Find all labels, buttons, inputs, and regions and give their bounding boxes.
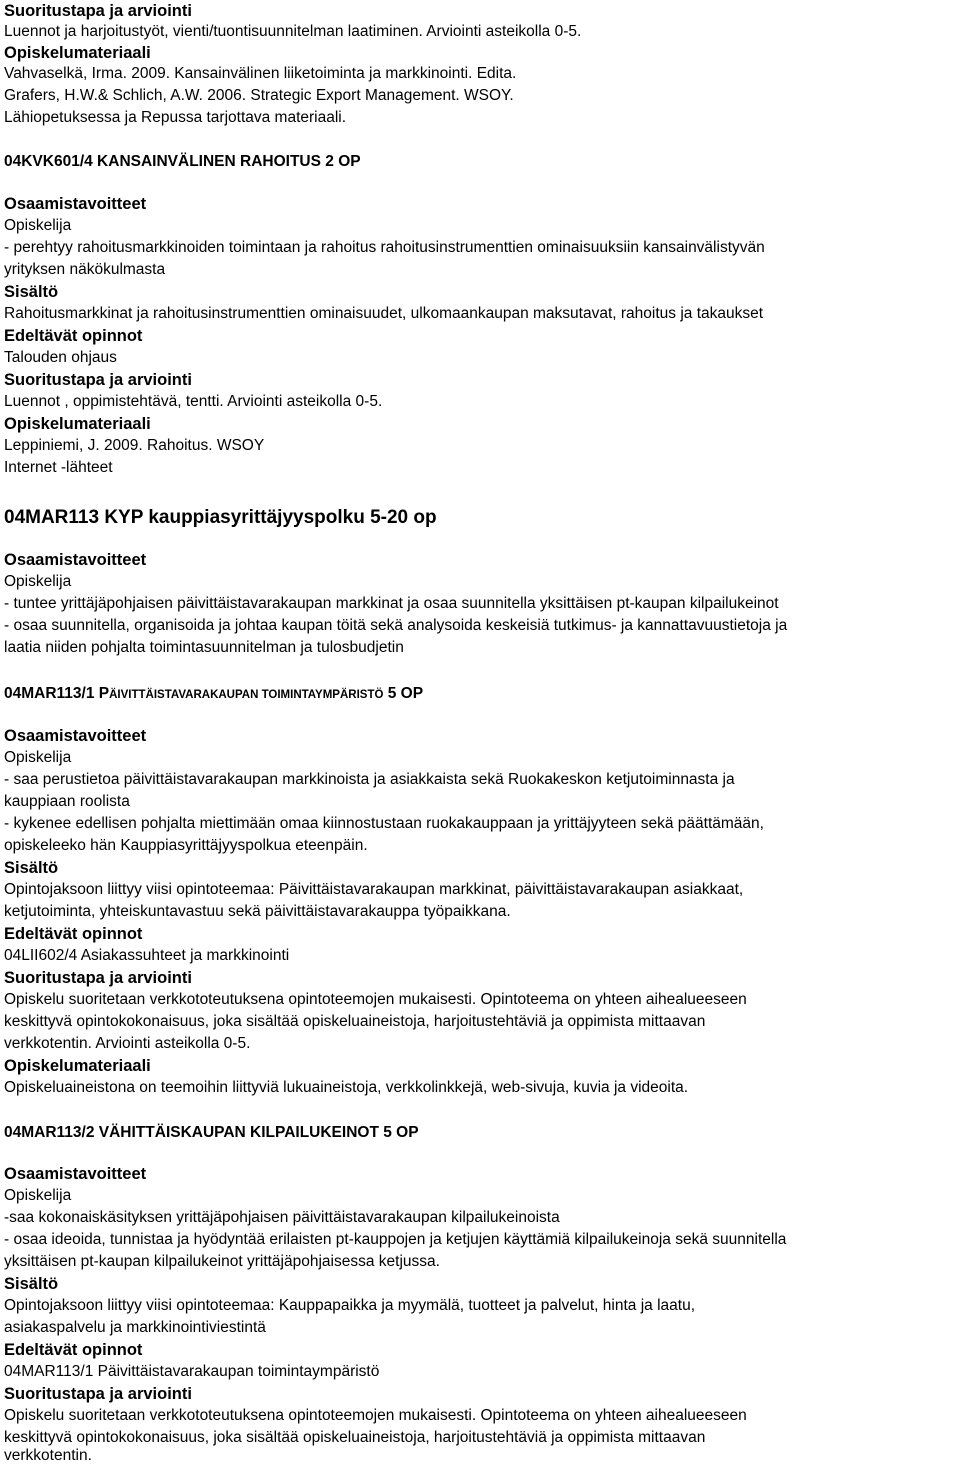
body-text: yrityksen näkökulmasta — [4, 261, 166, 278]
course-title-credits: 5 OP — [383, 685, 424, 702]
section-heading: Opiskelumateriaali — [4, 44, 151, 62]
body-text: - osaa ideoida, tunnistaa ja hyödyntää erilaisten pt-kauppojen ja ketjujen käyttämiä kilpailukeinoja sekä suunnitella — [4, 1231, 787, 1248]
body-text: Lähiopetuksessa ja Repussa tarjottava materiaali. — [4, 109, 347, 126]
section-heading: Edeltävät opinnot — [4, 925, 143, 943]
section-heading: Suoritustapa ja arviointi — [4, 371, 192, 389]
body-text: - saa perustietoa päivittäistavarakaupan markkinoista ja asiakkaista sekä Ruokakeskon ketjutoiminnasta ja — [4, 771, 735, 788]
body-text: Luennot ja harjoitustyöt, vienti/tuontisuunnitelman laatiminen. Arviointi asteikolla 0-5. — [4, 23, 582, 40]
body-text: Opiskelu suoritetaan verkkototeutuksena opintoteemojen mukaisesti. Opintoteema on yhteen aihealueeseen — [4, 1407, 747, 1424]
body-text: -saa kokonaiskäsityksen yrittäjäpohjaisen päivittäistavarakaupan kilpailukeinoista — [4, 1209, 560, 1226]
section-heading: Suoritustapa ja arviointi — [4, 1385, 192, 1403]
body-text: - perehtyy rahoitusmarkkinoiden toimintaan ja rahoitus rahoitusinstrumenttien ominaisuuksiin kansainvälistyvän — [4, 239, 765, 256]
body-text: verkkotentin. Arviointi asteikolla 0-5. — [4, 1035, 251, 1052]
section-heading: Osaamistavoitteet — [4, 727, 147, 745]
body-text: Opiskelija — [4, 1187, 72, 1204]
section-heading: Osaamistavoitteet — [4, 551, 147, 569]
course-title — [4, 683, 956, 705]
body-text: Opiskelu suoritetaan verkkototeutuksena opintoteemojen mukaisesti. Opintoteema on yhteen aihealueeseen — [4, 991, 747, 1008]
body-text: laatia niiden pohjalta toimintasuunnitelman ja tulosbudjetin — [4, 639, 404, 656]
course-title-smallcaps: ÄIVITTÄISTAVARAKAUPAN TOIMINTAYMPÄRISTÖ — [109, 689, 384, 701]
body-text: Luennot , oppimistehtävä, tentti. Arviointi asteikolla 0-5. — [4, 393, 383, 410]
body-text: Opiskelija — [4, 573, 72, 590]
body-text: - kykenee edellisen pohjalta miettimään omaa kiinnostustaan ruokakauppaan ja yrittäjyyteen sekä päättämään, — [4, 815, 764, 832]
body-text: keskittyvä opintokokonaisuus, joka sisältää opiskeluaineistoja, harjoitustehtäviä ja oppimista mittaavan — [4, 1429, 706, 1446]
body-text: asiakaspalvelu ja markkinointiviestintä — [4, 1319, 266, 1336]
body-text: 04MAR113/1 Päivittäistavarakaupan toimintaympäristö — [4, 1363, 380, 1380]
section-heading: Sisältö — [4, 1275, 59, 1293]
body-text: Vahvaselkä, Irma. 2009. Kansainvälinen liiketoiminta ja markkinointi. Edita. — [4, 65, 517, 82]
course-title: 04KVK601/4 KANSAINVÄLINEN RAHOITUS 2 OP — [4, 153, 361, 170]
section-heading: Suoritustapa ja arviointi — [4, 969, 192, 987]
body-text: Opintojaksoon liittyy viisi opintoteemaa: Kauppapaikka ja myymälä, tuotteet ja palvelut, hinta ja laatu, — [4, 1297, 695, 1314]
section-heading: Suoritustapa ja arviointi — [4, 2, 192, 20]
body-text: verkkotentin. — [4, 1447, 92, 1464]
section-heading: Osaamistavoitteet — [4, 1165, 147, 1183]
body-text: opiskeleeko hän Kauppiasyrittäjyyspolkua eteenpäin. — [4, 837, 368, 854]
section-heading: Sisältö — [4, 283, 59, 301]
section-heading: Sisältö — [4, 859, 59, 877]
body-text: Talouden ohjaus — [4, 349, 117, 366]
course-title: 04MAR113 KYP kauppiasyrittäjyyspolku 5-20 op — [4, 507, 437, 528]
section-heading: Edeltävät opinnot — [4, 327, 143, 345]
section-heading: Opiskelumateriaali — [4, 1057, 151, 1075]
body-text: Opiskelija — [4, 749, 72, 766]
course-title-code: 04MAR113/1 P — [4, 685, 110, 702]
body-text: 04LII602/4 Asiakassuhteet ja markkinointi — [4, 947, 290, 964]
body-text: - tuntee yrittäjäpohjaisen päivittäistavarakaupan markkinat ja osaa suunnitella yksittäisen pt-kaupan kilpailukeinot — [4, 595, 779, 612]
body-text: - osaa suunnitella, organisoida ja johtaa kaupan töitä sekä analysoida keskeisiä tutkimus- ja kannattavuustietoja ja — [4, 617, 788, 634]
body-text: Leppiniemi, J. 2009. Rahoitus. WSOY — [4, 437, 265, 454]
body-text: ketjutoiminta, yhteiskuntavastuu sekä päivittäistavarakauppa työpaikkana. — [4, 903, 511, 920]
body-text: Grafers, H.W.& Schlich, A.W. 2006. Strategic Export Management. WSOY. — [4, 87, 514, 104]
section-heading: Edeltävät opinnot — [4, 1341, 143, 1359]
section-heading: Opiskelumateriaali — [4, 415, 151, 433]
body-text: Opiskeluaineistona on teemoihin liittyviä lukuaineistoja, verkkolinkkejä, web-sivuja, kuvia ja videoita. — [4, 1079, 689, 1096]
section-heading: Osaamistavoitteet — [4, 195, 147, 213]
body-text: keskittyvä opintokokonaisuus, joka sisältää opiskeluaineistoja, harjoitustehtäviä ja oppimista mittaavan — [4, 1013, 706, 1030]
body-text: yksittäisen pt-kaupan kilpailukeinot yrittäjäpohjaisessa ketjussa. — [4, 1253, 440, 1270]
course-title: 04MAR113/2 VÄHITTÄISKAUPAN KILPAILUKEINOT 5 OP — [4, 1124, 419, 1141]
body-text: Rahoitusmarkkinat ja rahoitusinstrumenttien ominaisuudet, ulkomaankaupan maksutavat, rahoitus ja takaukset — [4, 305, 764, 322]
body-text: Internet -lähteet — [4, 459, 113, 476]
body-text: kauppiaan roolista — [4, 793, 130, 810]
body-text: Opiskelija — [4, 217, 72, 234]
body-text: Opintojaksoon liittyy viisi opintoteemaa: Päivittäistavarakaupan markkinat, päivittäistavarakaupan asiakkaat, — [4, 881, 744, 898]
